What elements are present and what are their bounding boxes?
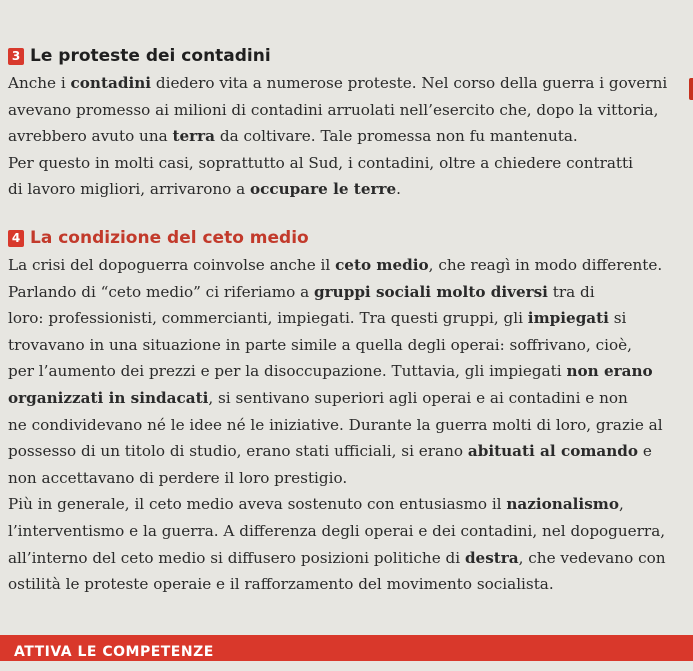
section3-line — [8, 150, 684, 177]
section-3-title: Le proteste dei contadini — [30, 46, 271, 66]
text-run: Parlando di “ceto medio” ci riferiamo a — [8, 282, 315, 301]
section3-line — [8, 97, 684, 124]
text-run: avevano promesso ai milioni di contadini arruolati nell’esercito che, dopo la vittoria, — [8, 100, 659, 119]
text-run: da coltivare. Tale promessa non fu mantenuta. — [215, 127, 578, 146]
bold-keyword: abituati al comando — [467, 442, 639, 461]
bold-keyword: non erano — [566, 362, 653, 381]
text-run: , — [618, 495, 624, 514]
bold-keyword: ceto medio — [335, 256, 429, 274]
text-run: ne condividevano né le idee né le iniziative. Durante la guerra molti di loro, grazie al — [8, 415, 663, 434]
section4-line — [8, 438, 684, 465]
text-run: l’interventismo e la guerra. A differenza degli operai e dei contadini, nel dopoguerra, — [8, 521, 666, 540]
text-run: si — [608, 309, 627, 328]
section-4-heading — [8, 228, 309, 248]
text-run: e — [638, 442, 652, 461]
section4-line — [8, 491, 684, 518]
text-run: tra di — [547, 282, 595, 301]
bold-keyword: gruppi sociali molto diversi — [314, 282, 548, 301]
text-run: per l’aumento dei prezzi e per la disoccupazione. Tuttavia, gli impiegati — [8, 362, 567, 381]
section3-line — [8, 70, 684, 97]
text-run: avrebbero avuto una — [8, 127, 173, 146]
text-run: all’interno del ceto medio si diffusero posizioni politiche di — [8, 548, 465, 567]
section4-line — [8, 385, 684, 412]
bold-keyword: impiegati — [527, 309, 609, 328]
section-3-paragraph — [8, 70, 684, 203]
activity-banner-label: ATTIVA LE COMPETENZE — [14, 644, 214, 660]
section3-line — [8, 123, 684, 150]
text-run: Più in generale, il ceto medio aveva sostenuto con entusiasmo il — [8, 495, 507, 514]
text-run: , che vedevano con — [518, 548, 666, 567]
section4-line — [8, 305, 684, 332]
text-run: possesso di un titolo di studio, erano stati ufficiali, si erano — [8, 442, 468, 461]
bold-keyword: nazionalismo — [506, 495, 619, 514]
section-4-title: La condizione del ceto medio — [30, 228, 309, 248]
section3-line — [8, 176, 684, 203]
section4-line — [8, 332, 684, 359]
text-run: non accettavano di perdere il loro prestigio. — [8, 468, 348, 487]
section4-line — [8, 518, 684, 545]
text-run: di lavoro migliori, arrivarono a — [8, 180, 250, 199]
bold-keyword: occupare le terre — [250, 180, 397, 199]
section-3-number-badge: 3 — [8, 48, 24, 65]
page-bottom-strip — [0, 661, 693, 671]
section4-line — [8, 465, 684, 492]
bold-keyword: contadini — [70, 74, 152, 92]
section4-line — [8, 571, 684, 598]
section-4-paragraph — [8, 252, 684, 598]
section4-line — [8, 545, 684, 572]
text-run: diedero vita a numerose proteste. Nel corso della guerra i governi — [151, 74, 668, 92]
bold-keyword: organizzati in sindacati — [8, 388, 209, 407]
text-run: La crisi del dopoguerra coinvolse anche il — [8, 256, 336, 274]
section-4-number-badge: 4 — [8, 230, 24, 247]
section4-line — [8, 279, 684, 306]
section4-line — [8, 412, 684, 439]
section-3-heading — [8, 46, 271, 66]
text-run: trovavano in una situazione in parte simile a quella degli operai: soffrivano, cioè, — [8, 335, 632, 354]
section4-line — [8, 252, 684, 279]
bold-keyword: destra — [464, 548, 519, 567]
section4-line — [8, 358, 684, 385]
text-run: Per questo in molti casi, soprattutto al Sud, i contadini, oltre a chiedere contratti — [8, 153, 633, 172]
text-run: , si sentivano superiori agli operai e ai contadini e non — [208, 388, 628, 407]
text-run: Anche i — [8, 74, 71, 92]
bold-keyword: terra — [172, 127, 216, 146]
text-run: , che reagì in modo differente. — [428, 256, 663, 274]
text-run: ostilità le proteste operaie e il rafforzamento del movimento socialista. — [8, 575, 554, 594]
text-run: loro: professionisti, commercianti, impiegati. Tra questi gruppi, gli — [8, 309, 528, 328]
text-run: . — [396, 180, 401, 199]
page-edge-marker — [689, 78, 693, 100]
